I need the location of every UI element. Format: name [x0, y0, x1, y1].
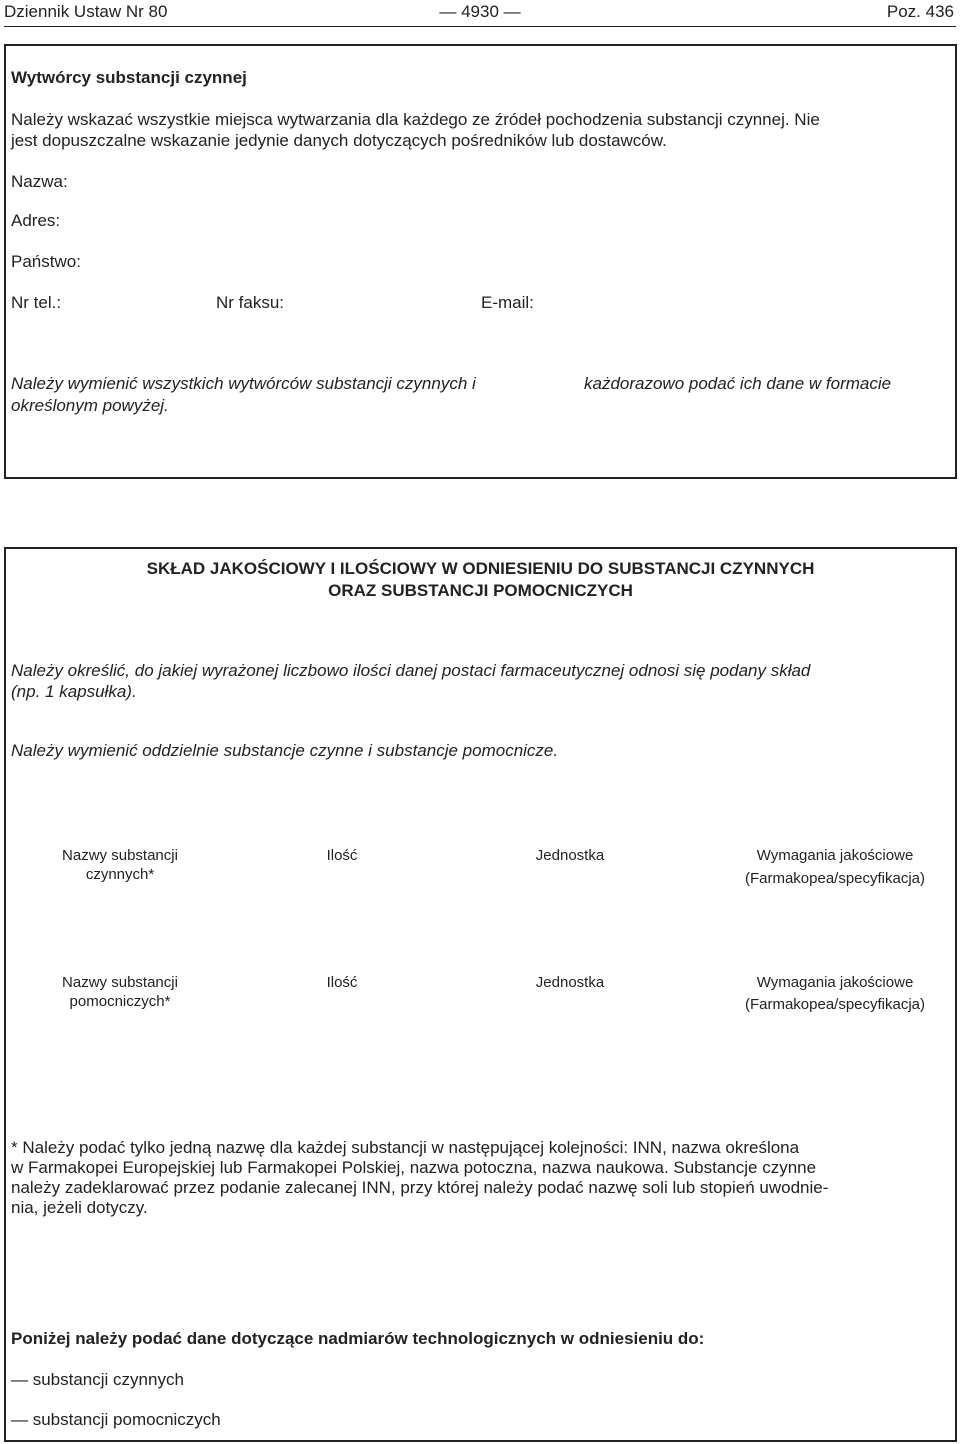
overage-item-excipients: — substancji pomocniczych: [11, 1410, 221, 1429]
active-quality-header-line2: (Farmakopea/specyfikacja): [744, 870, 926, 887]
excipient-quality-header-line2: (Farmakopea/specyfikacja): [744, 996, 926, 1013]
header-rule: [4, 26, 956, 27]
footnote-line3: należy zadeklarować przez podanie zalecanej INN, przy której należy podać nazwę soli lub stopień uwodnie-: [11, 1178, 829, 1197]
manufacturers-note-line1a: Należy wymienić wszystkich wytwórców substancji czynnych i: [11, 374, 476, 393]
excipients-header-line1: Nazwy substancji: [62, 974, 178, 991]
page-number: — 4930 —: [439, 2, 521, 21]
composition-note2: Należy wymienić oddzielnie substancje czynne i substancje pomocnicze.: [11, 741, 559, 760]
journal-name: Dziennik Ustaw Nr 80: [4, 2, 168, 21]
overage-item-active: — substancji czynnych: [11, 1370, 184, 1389]
manufacturers-title: Wytwórcy substancji czynnej: [11, 68, 247, 87]
excipients-header-line2: pomocniczych*: [69, 993, 171, 1010]
active-unit-header: Jednostka: [535, 847, 605, 864]
active-substances-header-line1: Nazwy substancji: [62, 847, 178, 864]
active-quantity-header: Ilość: [326, 847, 358, 864]
position-number: Poz. 436: [886, 2, 954, 21]
manufacturers-note-line2: określonym powyżej.: [11, 396, 169, 415]
excipient-quality-header-line1: Wymagania jakościowe: [756, 974, 914, 991]
name-field-label: Nazwa:: [11, 172, 68, 191]
country-field-label: Państwo:: [11, 252, 81, 271]
manufacturers-intro-line2: jest dopuszczalne wskazanie jedynie danych dotyczących pośredników lub dostawców.: [11, 131, 667, 150]
footnote-line4: nia, jeżeli dotyczy.: [11, 1198, 148, 1217]
manufacturers-intro-line1: Należy wskazać wszystkie miejsca wytwarzania dla każdego ze źródeł pochodzenia substancji czynnej. Nie: [11, 110, 820, 129]
excipient-unit-header: Jednostka: [535, 974, 605, 991]
footnote-line1: * Należy podać tylko jedną nazwę dla każdej substancji w następującej kolejności: INN, nazwa określona: [11, 1138, 800, 1157]
composition-title-line1: SKŁAD JAKOŚCIOWY I ILOŚCIOWY W ODNIESIENIU DO SUBSTANCJI CZYNNYCH: [146, 559, 815, 578]
overage-title: Poniżej należy podać dane dotyczące nadmiarów technologicznych w odniesieniu do:: [11, 1329, 705, 1348]
page-header: [0, 0, 960, 28]
composition-note1-line1: Należy określić, do jakiej wyrażonej liczbowo ilości danej postaci farmaceutycznej odnosi się podany skład: [11, 661, 811, 680]
phone-field-label: Nr tel.:: [11, 293, 62, 312]
composition-title-line2: ORAZ SUBSTANCJI POMOCNICZYCH: [328, 581, 633, 600]
active-quality-header-line1: Wymagania jakościowe: [756, 847, 914, 864]
excipient-quantity-header: Ilość: [326, 974, 358, 991]
composition-note1-line2: (np. 1 kapsułka).: [11, 682, 137, 701]
email-field-label: E-mail:: [481, 293, 534, 312]
address-field-label: Adres:: [11, 211, 61, 230]
footnote-line2: w Farmakopei Europejskiej lub Farmakopei Polskiej, nazwa potoczna, nazwa naukowa. Substancje czynne: [11, 1158, 817, 1177]
active-substances-header-line2: czynnych*: [85, 866, 155, 883]
fax-field-label: Nr faksu:: [216, 293, 285, 312]
manufacturers-note-line1b: każdorazowo podać ich dane w formacie: [584, 374, 892, 393]
